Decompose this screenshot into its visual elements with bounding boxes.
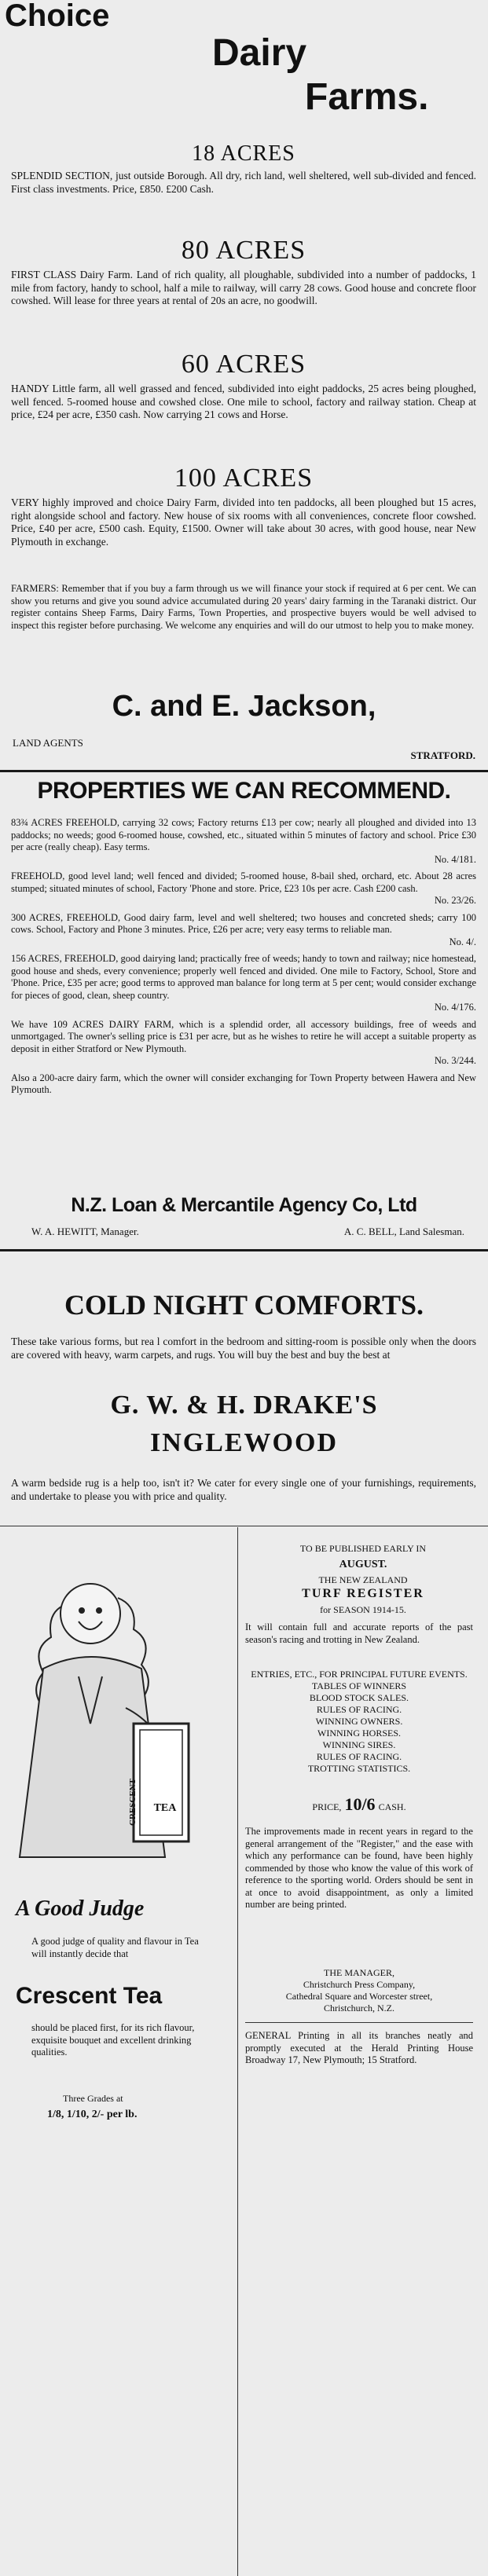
agent-role: LAND AGENTS bbox=[13, 737, 83, 749]
general-printing-notice: GENERAL Printing in all its branches neatly and promptly executed at the Herald Printing House Broadway 17, New Plymouth; 15 Stratford. bbox=[245, 2030, 473, 2065]
turf-address-line: Cathedral Square and Worcester street, bbox=[285, 1991, 433, 2002]
comforts-town: INGLEWOOD bbox=[149, 1428, 339, 1457]
turf-address-line: Christchurch Press Company, bbox=[303, 1979, 416, 1990]
turf-address-line: THE MANAGER, bbox=[324, 1967, 394, 1978]
farmers-note bbox=[11, 583, 476, 632]
property-no: No. 3/244. bbox=[434, 1055, 476, 1066]
tea-grades: 1/8, 1/10, 2/- per lb. bbox=[47, 2109, 138, 2120]
tea-grades-label: Three Grades at bbox=[63, 2093, 123, 2104]
agent-town: STRATFORD. bbox=[410, 749, 475, 761]
property-no: No. 23/26. bbox=[434, 895, 476, 906]
comforts-heading: COLD NIGHT COMFORTS. bbox=[64, 1289, 424, 1321]
property-no: No. 4/. bbox=[449, 936, 476, 947]
turf-feature: BLOOD STOCK SALES. bbox=[309, 1692, 409, 1703]
comforts-text-2: A warm bedside rug is a help too, isn't it? We cater for every single one of your furnishings, requirements, and undertake to please you with price and quality. bbox=[11, 1477, 476, 1502]
divider bbox=[245, 2022, 473, 2023]
properties-heading: PROPERTIES WE CAN RECOMMEND. bbox=[37, 778, 451, 804]
comforts-text: These take various forms, but rea l comfort in the bedroom and sitting-room is possible only when the doors are covered with heavy, warm carpets, and rugs. You will buy the best and buy the best at bbox=[11, 1336, 476, 1361]
property-item bbox=[11, 1072, 476, 1097]
turf-feature: TROTTING STATISTICS. bbox=[307, 1763, 411, 1774]
turf-desc: It will contain full and accurate reports of the past season's racing and trotting in New Zealand. bbox=[245, 1621, 473, 1645]
listing-text: FIRST CLASS Dairy Farm. Land of rich quality, all ploughable, subdivided into a number of paddocks, 1 mile from factory, handy to school, half a mile to railway, will carry 28 cows. Good house and concrete floor cowshed. Will lease for three years at rental of 20s an acre, no goodwill. bbox=[11, 269, 476, 306]
turf-feature: WINNING SIRES. bbox=[322, 1739, 396, 1750]
turf-title-2: TURF REGISTER bbox=[302, 1587, 424, 1600]
turf-body: The improvements made in recent years in regard to the general arrangement of the "Register," and the ease with which any performance can be found, have been highly commended by those who know the value of this work of reference to the sporting world. Orders should be sent in at once to avoid disappointment, as only a limited number are being printed. bbox=[245, 1826, 473, 1910]
property-text: FREEHOLD, good level land; well fenced and divided; 5-roomed house, 8-bail shed, orchard, etc. About 28 acres stumped; situated minutes of school, Factory 'Phone and store. Price, £23 10s per acre. Cash £200 cash. bbox=[11, 870, 476, 894]
tea-desc-1: A good judge of quality and flavour in Tea will instantly decide that bbox=[31, 1936, 199, 1959]
turf-address-line: Christchurch, N.Z. bbox=[324, 2003, 394, 2014]
listing-heading: 60 ACRES bbox=[181, 350, 306, 379]
manager-name: W. A. HEWITT, Manager. bbox=[31, 1226, 139, 1237]
property-text: Also a 200-acre dairy farm, which the owner will consider exchanging for Town Property between Hawera and New Plymouth. bbox=[11, 1072, 476, 1095]
comforts-body-2 bbox=[11, 1477, 476, 1503]
property-item bbox=[11, 1019, 476, 1068]
turf-title-1: THE NEW ZEALAND bbox=[318, 1574, 408, 1585]
turf-intro: TO BE PUBLISHED EARLY IN bbox=[299, 1543, 427, 1554]
property-text: We have 109 ACRES DAIRY FARM, which is a splendid order, all accessory buildings, free of weeds and unmortgaged. The owner's selling price is £31 per acre, but as he wishes to retire he will accept a suitable property as deposit in either Stratford or New Plymouth. bbox=[11, 1018, 476, 1054]
turf-feature: TABLES OF WINNERS bbox=[311, 1680, 407, 1691]
turf-feature: RULES OF RACING. bbox=[316, 1704, 402, 1715]
tea-packet-label-bottom: TEA bbox=[153, 1802, 177, 1814]
listing-text: HANDY Little farm, all well grassed and fenced, subdivided into eight paddocks, 25 acres being ploughed, well fenced. 5-roomed house and cowshed close. One mile to school, factory and railway station. Cheap at price, £24 per acre, £350 cash. Now carrying 21 cows and Horse. bbox=[11, 383, 476, 420]
property-item bbox=[11, 817, 476, 866]
turf-feature: WINNING OWNERS. bbox=[315, 1716, 403, 1727]
listing-text: SPLENDID SECTION, just outside Borough. All dry, rich land, well sheltered, well sub-divided and fenced. First class investments. Price, £850. £200 Cash. bbox=[11, 170, 476, 195]
property-text: 156 ACRES, FREEHOLD, good dairying land; practically free of weeds; handy to town and railway; nice homestead, good house and sheds, every convenience; properly well fenced and divided. One mile to Factory, School, Store and 'Phone. Price, £35 per acre; good terms to approved man balance for long term at 5 per cent; would consider exchange for pieces of good, clean, sheep country. bbox=[11, 953, 476, 1001]
turf-price: 10/6 bbox=[344, 1794, 376, 1814]
comforts-body bbox=[11, 1336, 476, 1361]
listing-heading: 100 ACRES bbox=[174, 464, 314, 493]
turf-feature: WINNING HORSES. bbox=[317, 1728, 401, 1739]
tea-packet-label: CRESCENT bbox=[128, 1779, 138, 1826]
property-no: No. 4/181. bbox=[434, 853, 476, 865]
property-item bbox=[11, 870, 476, 907]
column-divider bbox=[237, 1527, 238, 2576]
comforts-firm: G. W. & H. DRAKE'S bbox=[110, 1391, 378, 1420]
tea-tagline: A Good Judge bbox=[16, 1896, 145, 1921]
listing-heading: 18 ACRES bbox=[192, 141, 295, 166]
listing-60-acres bbox=[11, 350, 476, 422]
property-item bbox=[11, 912, 476, 949]
crescent-tea-ad bbox=[0, 1527, 236, 2576]
company-name: N.Z. Loan & Mercantile Agency Co, Ltd bbox=[71, 1194, 417, 1216]
listing-100-acres bbox=[11, 464, 476, 548]
turf-features bbox=[245, 1669, 473, 1775]
judge-illustration bbox=[0, 1559, 236, 1889]
property-no: No. 4/176. bbox=[434, 1002, 476, 1013]
listing-text: VERY highly improved and choice Dairy Farm, divided into ten paddocks, all been ploughed but 15 acres, right alongside school and factory. New house of six rooms with all conveniences, concrete floor cowshed. Price, £40 per acre, £500 cash. Equity, £1500. Owner will take about 30 acres, with good house, near New Plymouth in exchange. bbox=[11, 497, 476, 548]
title-dairy: Dairy bbox=[212, 32, 307, 74]
turf-price-row bbox=[245, 1794, 473, 1815]
salesman-name: A. C. BELL, Land Salesman. bbox=[343, 1226, 464, 1237]
divider bbox=[0, 1249, 488, 1251]
property-text: 83¾ ACRES FREEHOLD, carrying 32 cows; Factory returns £13 per cow; nearly all ploughed and divided into 13 paddocks; no weeds; good 6-roomed house, cowshed, etc., situated within 5 minutes of factory and school. Price £30 per acre (really cheap). Easy terms. bbox=[11, 817, 476, 852]
turf-price-label: PRICE, bbox=[312, 1801, 342, 1812]
farmers-note-text: FARMERS: Remember that if you buy a farm through us we will finance your stock if required at 6 per cent. We can show you returns and give you sound advice accumulated during 20 years' dairy farming in the Taranaki district. Our register contains Sheep Farms, Dairy Farms, Town Properties, and prospective buyers would be well advised to inspect this register before purchasing. We welcome any enquiries and will do our utmost to help you to make money. bbox=[11, 583, 476, 631]
listing-18-acres bbox=[11, 141, 476, 196]
divider bbox=[0, 770, 488, 772]
turf-feature: ENTRIES, ETC., FOR PRINCIPAL FUTURE EVENTS. bbox=[251, 1669, 468, 1680]
title-choice: Choice bbox=[5, 0, 110, 33]
title-farms: Farms. bbox=[305, 76, 429, 118]
tea-brand: Crescent Tea bbox=[16, 1983, 163, 2009]
property-list bbox=[11, 817, 476, 1101]
turf-address bbox=[245, 1967, 473, 2014]
property-text: 300 ACRES, FREEHOLD, Good dairy farm, level and well sheltered; two houses and concreted sheds; carry 100 cows. School, Factory and Phone 3 minutes. Price, £26 per acre; very easy terms to reliable man. bbox=[11, 911, 476, 935]
property-item bbox=[11, 953, 476, 1014]
turf-price-suffix: CASH. bbox=[378, 1801, 406, 1812]
turf-season: for SEASON 1914-15. bbox=[320, 1604, 406, 1615]
turf-month: AUGUST. bbox=[339, 1559, 387, 1570]
listing-heading: 80 ACRES bbox=[181, 236, 306, 265]
turf-register-ad bbox=[245, 1527, 481, 2576]
tea-desc-2: should be placed first, for its rich flavour, exquisite bouquet and excellent drinking qualities. bbox=[31, 2022, 195, 2058]
listing-80-acres bbox=[11, 236, 476, 308]
agent-name: C. and E. Jackson, bbox=[112, 690, 376, 723]
turf-feature: RULES OF RACING. bbox=[316, 1751, 402, 1762]
